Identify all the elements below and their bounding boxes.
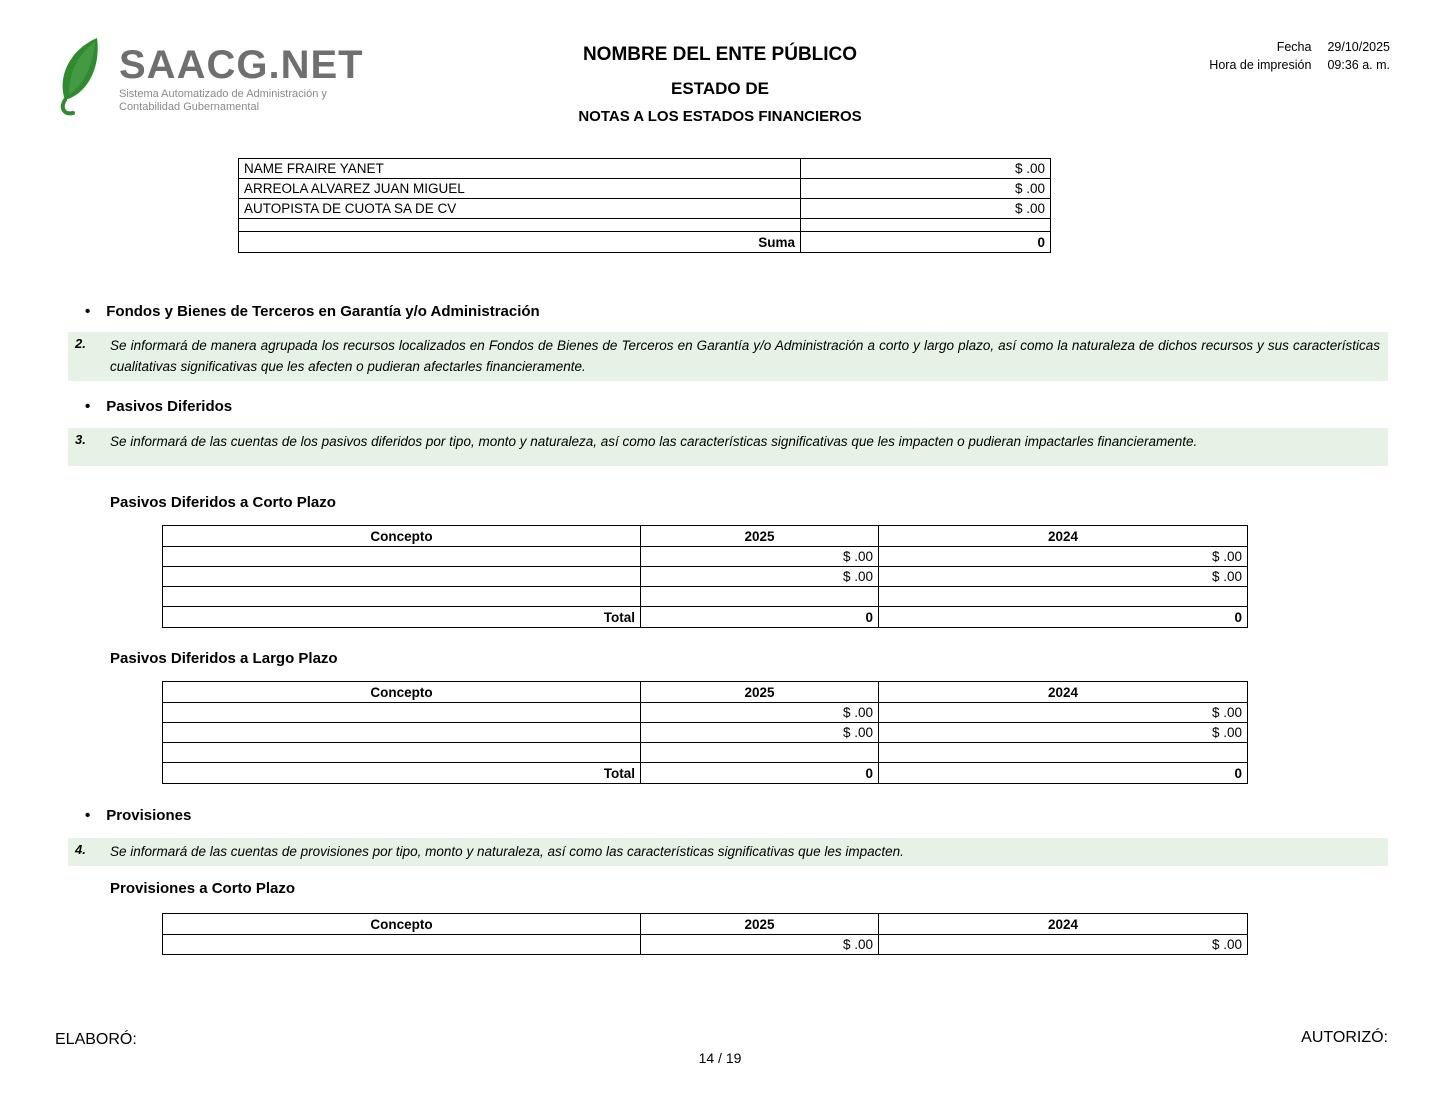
note-3 [68, 428, 1388, 466]
section-bullet-fondos [85, 303, 540, 321]
table-row [239, 179, 1051, 199]
note-2 [68, 332, 1388, 381]
note-number: 3. [75, 432, 86, 447]
beneficiary-name: ARREOLA ALVAREZ JUAN MIGUEL [239, 179, 801, 199]
col-2024: 2024 [879, 526, 1248, 547]
cell-2024 [879, 743, 1248, 763]
cell-2025: $ .00 [641, 935, 879, 955]
cell-concepto [163, 587, 641, 607]
total-label: Total [163, 607, 641, 628]
cell-2025: $ .00 [641, 567, 879, 587]
beneficiary-name: NAME FRAIRE YANET [239, 159, 801, 179]
table-row [163, 723, 1248, 743]
cell-concepto [163, 723, 641, 743]
section-bullet-pasivos [85, 398, 232, 416]
cell-concepto [163, 935, 641, 955]
total-row [163, 763, 1248, 784]
time-value: 09:36 a. m. [1327, 58, 1390, 72]
table-row-empty [163, 587, 1248, 607]
subheading-provisiones-corto: Provisiones a Corto Plazo [110, 880, 296, 897]
table-row [163, 703, 1248, 723]
cell-2024 [879, 587, 1248, 607]
section-title-pasivos: Pasivos Diferidos [106, 398, 233, 415]
cell-2025: $ .00 [641, 547, 879, 567]
table-row-empty [163, 743, 1248, 763]
note-text: Se informará de manera agrupada los recursos localizados en Fondos de Bienes de Terceros en Garantía y/o Administración a corto y largo plazo, así como la naturaleza de dichos recursos y sus características cualitativas significativas que les afecten o pudieran afectarles financieramente. [110, 338, 1380, 374]
logo-title: SAACG.NET [119, 43, 364, 87]
bullet-icon [85, 398, 90, 416]
cell-2024: $ .00 [879, 547, 1248, 567]
bullet-icon [85, 303, 90, 321]
report-title: ESTADO DE [671, 79, 769, 98]
section-bullet-provisiones [85, 807, 191, 825]
beneficiary-amount: $ .00 [801, 179, 1051, 199]
note-text: Se informará de las cuentas de provisiones por tipo, monto y naturaleza, así como las características significativas que les impacten. [110, 844, 904, 859]
cell-concepto [163, 743, 641, 763]
page-number: 14 / 19 [698, 1050, 742, 1066]
col-2024: 2024 [879, 682, 1248, 703]
logo-subtitle-2: Contabilidad Gubernamental [119, 101, 260, 113]
table-header-row [163, 682, 1248, 703]
bullet-icon [85, 807, 90, 825]
total-2025: 0 [641, 763, 879, 784]
provisiones-corto-table [162, 913, 1248, 955]
col-concepto: Concepto [163, 682, 641, 703]
table-row [239, 159, 1051, 179]
pasivos-corto-table [162, 525, 1248, 628]
table-row [163, 547, 1248, 567]
col-2025: 2025 [641, 682, 879, 703]
section-title-fondos: Fondos y Bienes de Terceros en Garantía y/o Administración [106, 303, 540, 320]
beneficiaries-table [238, 158, 1051, 253]
elaboro-label: ELABORÓ: [55, 1031, 137, 1048]
report-subtitle: NOTAS A LOS ESTADOS FINANCIEROS [578, 108, 862, 125]
col-2024: 2024 [879, 914, 1248, 935]
cell-concepto [163, 547, 641, 567]
table-row [163, 935, 1248, 955]
suma-label: Suma [239, 232, 801, 253]
col-2025: 2025 [641, 914, 879, 935]
suma-row [239, 232, 1051, 253]
logo-subtitle-1: Sistema Automatizado de Administración y [119, 88, 327, 100]
cell-concepto [163, 703, 641, 723]
subheading-pasivos-largo: Pasivos Diferidos a Largo Plazo [110, 650, 338, 667]
note-number: 2. [75, 336, 86, 351]
suma-value: 0 [801, 232, 1051, 253]
subheading-pasivos-corto: Pasivos Diferidos a Corto Plazo [110, 494, 336, 511]
section-title-provisiones: Provisiones [106, 807, 192, 824]
note-text: Se informará de las cuentas de los pasivos diferidos por tipo, monto y naturaleza, así como las características significativas que les impacten o pudieran impactarles financieramente. [110, 434, 1198, 449]
cell-2025 [641, 587, 879, 607]
cell-2024: $ .00 [879, 567, 1248, 587]
cell-concepto [163, 567, 641, 587]
table-row [239, 199, 1051, 219]
cell-2024: $ .00 [879, 723, 1248, 743]
entity-name: NOMBRE DEL ENTE PÚBLICO [582, 44, 858, 65]
pasivos-largo-table [162, 681, 1248, 784]
total-row [163, 607, 1248, 628]
total-label: Total [163, 763, 641, 784]
beneficiary-name: AUTOPISTA DE CUOTA SA DE CV [239, 199, 801, 219]
table-row-empty [239, 219, 1051, 232]
col-concepto: Concepto [163, 914, 641, 935]
total-2024: 0 [879, 763, 1248, 784]
beneficiary-amount: $ .00 [801, 199, 1051, 219]
note-4 [68, 838, 1388, 866]
cell-2024: $ .00 [879, 935, 1248, 955]
autorizo-label: AUTORIZÓ: [1301, 1029, 1388, 1046]
cell-2025: $ .00 [641, 703, 879, 723]
total-2025: 0 [641, 607, 879, 628]
print-meta [1209, 40, 1390, 72]
cell-2024: $ .00 [879, 703, 1248, 723]
table-header-row [163, 526, 1248, 547]
beneficiary-name [239, 219, 801, 232]
beneficiary-amount [801, 219, 1051, 232]
cell-2025: $ .00 [641, 723, 879, 743]
time-label: Hora de impresión [1209, 58, 1312, 72]
date-label: Fecha [1276, 40, 1312, 54]
total-2024: 0 [879, 607, 1248, 628]
col-2025: 2025 [641, 526, 879, 547]
col-concepto: Concepto [163, 526, 641, 547]
cell-2025 [641, 743, 879, 763]
table-header-row [163, 914, 1248, 935]
table-row [163, 567, 1248, 587]
note-number: 4. [75, 842, 86, 857]
date-value: 29/10/2025 [1327, 40, 1390, 54]
beneficiary-amount: $ .00 [801, 159, 1051, 179]
